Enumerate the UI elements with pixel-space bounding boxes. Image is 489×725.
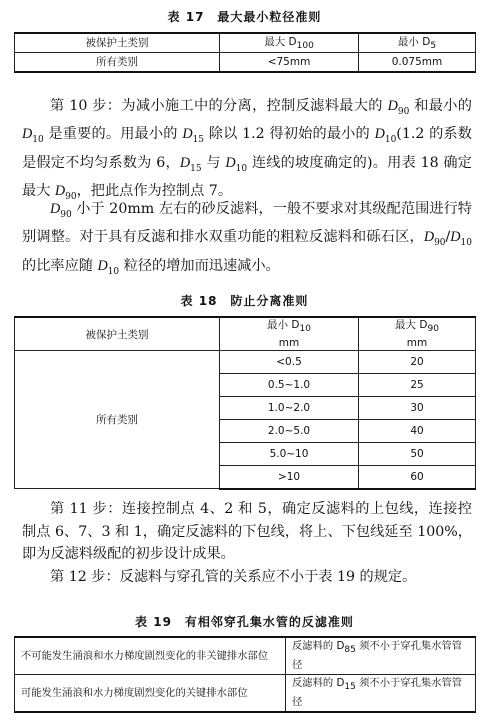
table-row: [15, 351, 476, 374]
paragraph-step11: 第 11 步：连接控制点 4、2 和 5，确定反滤料的上包线，连接控制点 6、7、3 和 1，确定反滤料的下包线，将上、下包线延至 100%，即为反滤料级配的初步设计成果。: [22, 501, 472, 562]
table19: [14, 636, 476, 713]
table18-cell-min: 2.0~5.0: [220, 420, 359, 443]
paragraph-step12: 第 12 步：反滤料与穿孔管的关系应不小于表 19 的规定。: [50, 569, 417, 585]
table19-caption: 表 19 有相邻穿孔集水管的反滤准则: [135, 615, 354, 629]
table19-cell-location: 不可能发生涌浪和水力梯度剧烈变化的非关键排水部位: [15, 637, 286, 675]
table18-cell-max: 50: [359, 443, 476, 466]
paragraph-d90-sand: $D_{90}$ 小于 20mm 左右的砂反滤料，一般不要求对其级配范围进行特别调整。对于具有反滤和排水双重功能的粗粒反滤料和砾石区，$D_{90}/D_{10}$ 的比率应随 $D_{10}$ 粒径的增加而迅速减小。: [22, 201, 472, 277]
table17-cell-category: 所有类别: [15, 52, 220, 72]
table18-cell-min: 0.5~1.0: [220, 374, 359, 397]
table18-cell-max: 20: [359, 351, 476, 374]
table18-cell-min: <0.5: [220, 351, 359, 374]
table18-cell-max: 25: [359, 374, 476, 397]
table18-caption: 表 18 防止分离准则: [180, 294, 309, 308]
table19-cell-location: 可能发生涌浪和水力梯度剧烈变化的关键排水部位: [15, 675, 286, 713]
table18-cell-max: 40: [359, 420, 476, 443]
table18-cell-min: >10: [220, 466, 359, 489]
table-row: [15, 52, 476, 72]
table17-header-min: 最小 $D_5$: [359, 33, 476, 52]
table17-caption: 表 17 最大最小粒径准则: [167, 10, 322, 24]
table17-header-max: 最大 $D_{100}$: [220, 33, 359, 52]
paragraph-step10: 第 10 步：为减小施工中的分离，控制反滤料最大的 $D_{90}$ 和最小的 $D_{10}$ 是重要的。用最小的 $D_{15}$ 除以 1.2 得初始的最小的 $D_{10}(1.2$ 的系数是假定不均匀系数为 6，$D_{15}$ 与 $D_{10}$ 连线的坡度确定的)。用表 18 确定最大 $D_{90}$，把此点作为控制点 7。: [22, 98, 472, 202]
table-row: [15, 637, 476, 675]
table17-header-category: 被保护土类别: [15, 33, 220, 52]
table18-cell-max: 30: [359, 397, 476, 420]
table18-cell-max: 60: [359, 466, 476, 489]
table17-cell-max: <75mm: [220, 52, 359, 72]
table19-cell-criterion: 反滤料的 $D_{85}$ 须不小于穿孔集水管管径: [286, 637, 476, 675]
table17-cell-min: 0.075mm: [359, 52, 476, 72]
table18: [14, 316, 476, 490]
table18-header-max: 最大 $D_{90}$ mm: [359, 317, 476, 351]
table18-header-min: 最小 $D_{10}$ mm: [220, 317, 359, 351]
table18-header-category: 被保护土类别: [15, 317, 220, 351]
table17: [14, 32, 476, 73]
table18-cell-min: 5.0~10: [220, 443, 359, 466]
table18-cell-category: 所有类别: [15, 351, 220, 489]
table-row: [15, 675, 476, 713]
table18-cell-min: 1.0~2.0: [220, 397, 359, 420]
table19-cell-criterion: 反滤料的 $D_{15}$ 须不小于穿孔集水管管径: [286, 675, 476, 713]
